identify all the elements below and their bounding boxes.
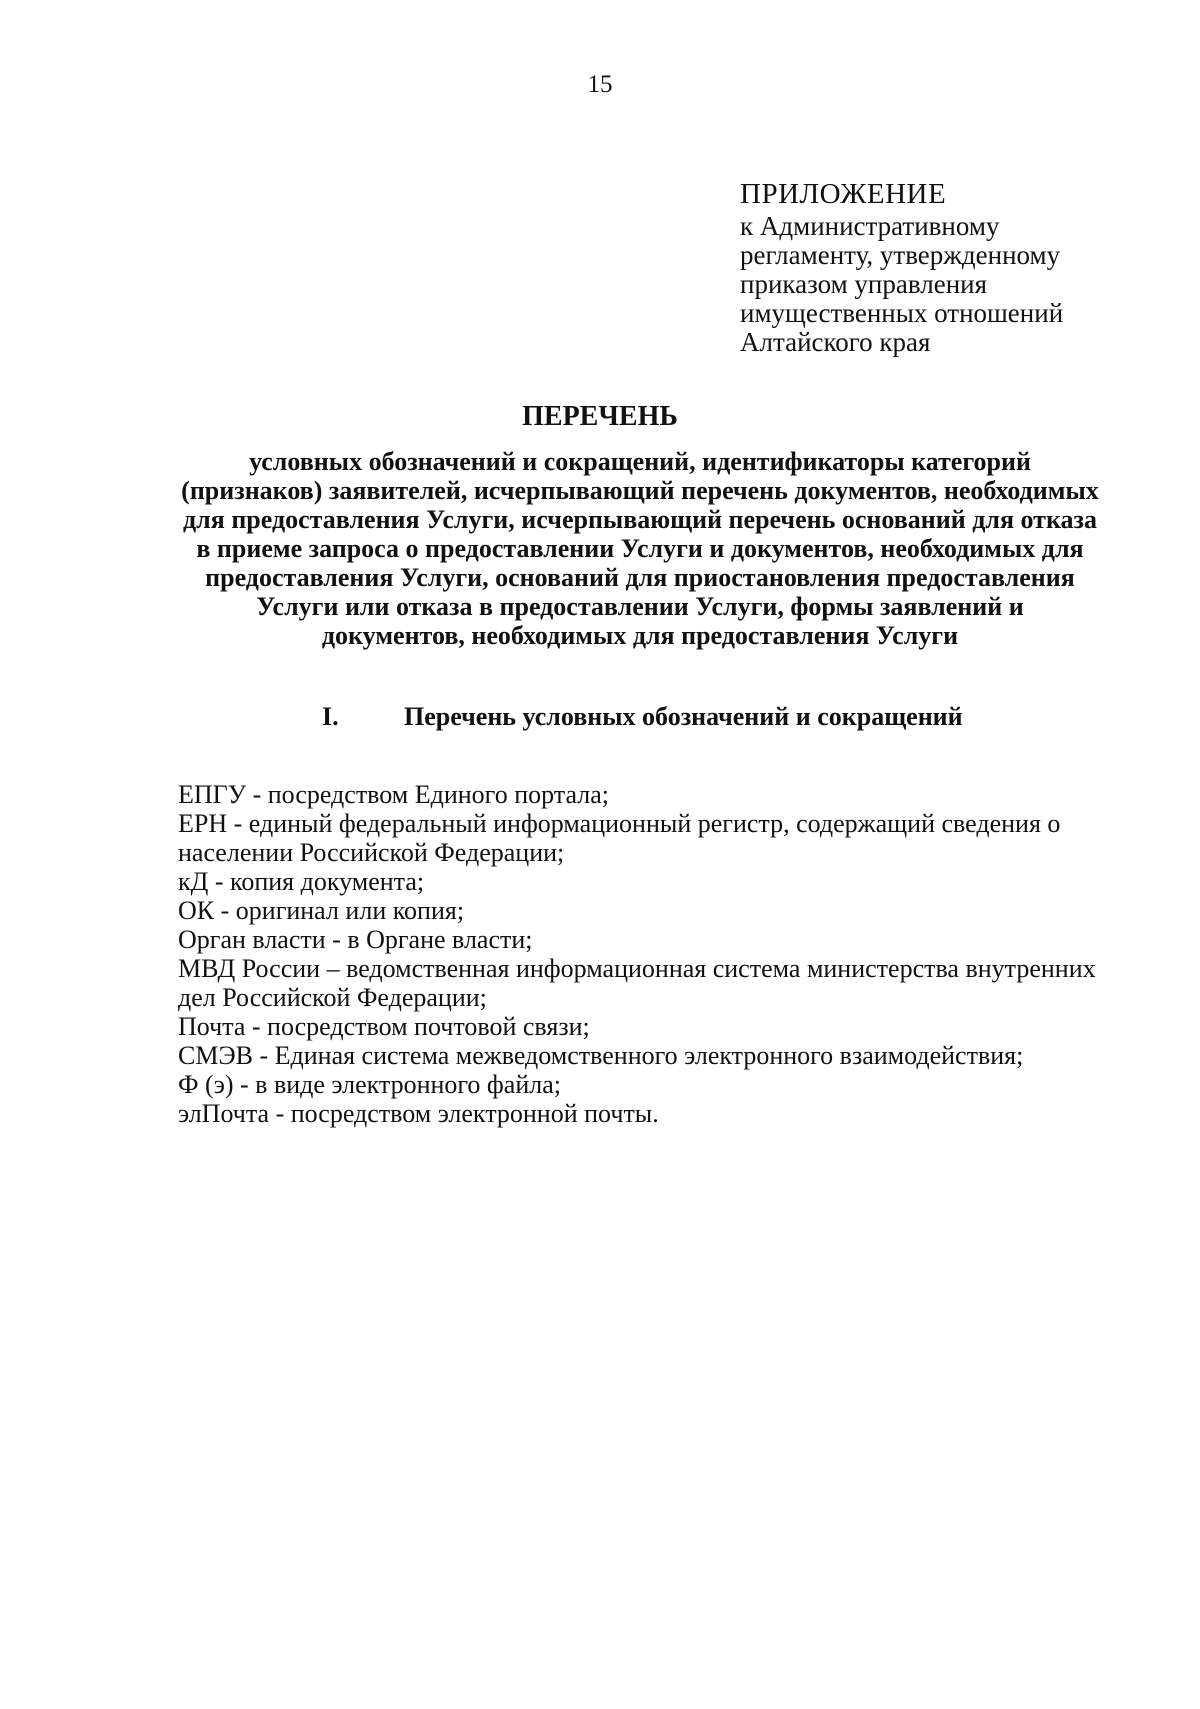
- abbreviation-line: дел Российской Федерации;: [178, 983, 487, 1012]
- subtitle-line: в приеме запроса о предоставлении Услуги и документов, необходимых для: [196, 534, 1084, 563]
- abbreviation-line: Почта - посредством почтовой связи;: [178, 1012, 590, 1041]
- document-title: ПЕРЕЧЕНЬ: [522, 401, 678, 432]
- appendix-line: приказом управления: [740, 269, 988, 299]
- subtitle-line: предоставления Услуги, оснований для приостановления предоставления: [205, 563, 1075, 592]
- subtitle-line: Услуги или отказа в предоставлении Услуги, формы заявлений и: [256, 592, 1024, 621]
- abbreviation-line: ЕПГУ - посредством Единого портала;: [178, 780, 609, 809]
- abbreviation-line: Орган власти - в Органе власти;: [178, 925, 533, 954]
- section-title: Перечень условных обозначений и сокращений: [404, 702, 963, 731]
- abbreviation-line: МВД России – ведомственная информационная система министерства внутренних: [178, 954, 1096, 983]
- appendix-block: [740, 176, 1180, 357]
- abbreviation-line: ЕРН - единый федеральный информационный регистр, содержащий сведения о: [178, 809, 1061, 838]
- appendix-line: Алтайского края: [740, 327, 931, 357]
- appendix-line: к Административному: [740, 211, 1000, 241]
- subtitle-line: (признаков) заявителей, исчерпывающий перечень документов, необходимых: [181, 476, 1099, 505]
- subtitle-line: для предоставления Услуги, исчерпывающий перечень оснований для отказа: [183, 505, 1097, 534]
- abbreviation-list: [178, 780, 1138, 1128]
- subtitle-line: условных обозначений и сокращений, идентификаторы категорий: [249, 447, 1031, 476]
- abbreviation-line: элПочта - посредством электронной почты.: [178, 1099, 659, 1128]
- abbreviation-line: кД - копия документа;: [178, 867, 425, 896]
- section-number: I.: [322, 702, 339, 731]
- appendix-title: ПРИЛОЖЕНИЕ: [740, 178, 947, 210]
- page-number: 15: [587, 71, 613, 98]
- abbreviation-line: населении Российской Федерации;: [178, 838, 565, 867]
- subtitle-line: документов, необходимых для предоставления Услуги: [321, 621, 959, 650]
- abbreviation-line: СМЭВ - Единая система межведомственного электронного взаимодействия;: [178, 1041, 1024, 1070]
- appendix-line: имущественных отношений: [740, 298, 1064, 328]
- abbreviation-line: ОК - оригинал или копия;: [178, 896, 465, 925]
- document-subtitle: [160, 447, 1120, 650]
- abbreviation-line: Ф (э) - в виде электронного файла;: [178, 1070, 561, 1099]
- appendix-line: регламенту, утвержденному: [740, 240, 1061, 270]
